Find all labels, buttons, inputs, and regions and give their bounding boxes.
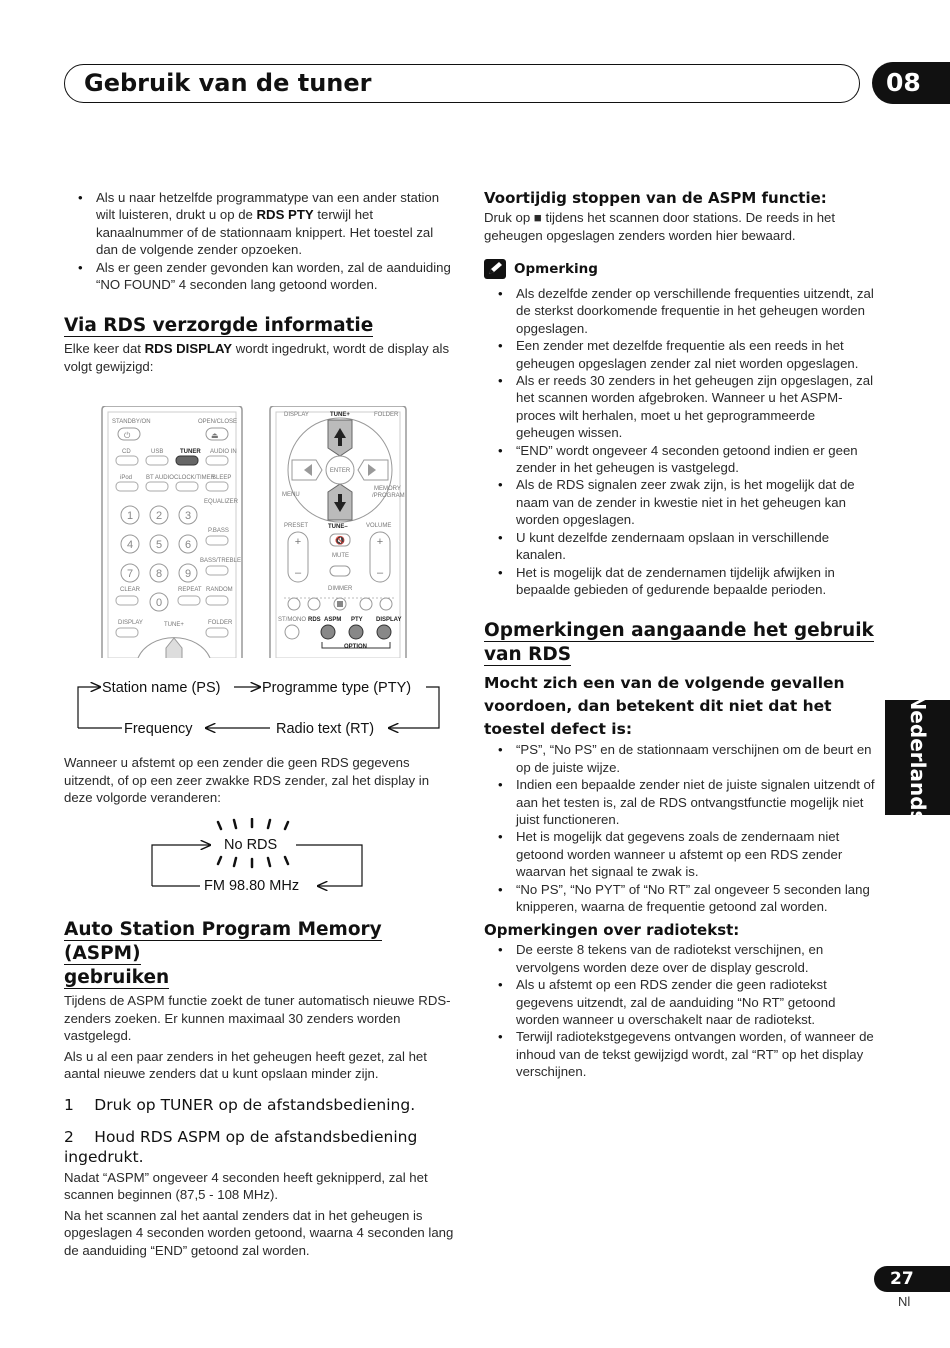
radio-text-label: Radio text (RT) xyxy=(276,721,375,737)
defect-bullet-list xyxy=(484,741,876,915)
aspm-section xyxy=(64,918,456,1259)
forward-button[interactable] xyxy=(380,598,392,610)
label-cd: CD xyxy=(122,449,131,455)
digit-label: 3 xyxy=(184,510,192,522)
label-standby: STANDBY/ON xyxy=(112,419,151,425)
minus-icon: – xyxy=(376,567,384,579)
note-header xyxy=(484,259,876,279)
label-bass-treble: BASS/TREBLE xyxy=(200,558,242,564)
digit-label: 0 xyxy=(155,597,163,609)
plus-icon: + xyxy=(294,536,302,548)
right-column xyxy=(484,188,876,1081)
audio-in-button[interactable] xyxy=(206,456,228,465)
no-rds-section xyxy=(64,754,454,807)
stop-aspm-text: Druk op ■ tijdens het scannen door stations. De reeds in het geheugen opgeslagen zenders worden hier bewaard. xyxy=(484,210,836,243)
label-equalizer: EQUALIZER xyxy=(204,499,239,505)
digit-label: 8 xyxy=(155,568,163,580)
label-menu: MENU xyxy=(282,492,300,498)
label-tuner: TUNER xyxy=(180,449,201,455)
label-aspm: ASPM xyxy=(324,617,342,623)
page-language-code: Nl xyxy=(898,1294,911,1309)
label-dimmer: DIMMER xyxy=(328,586,353,592)
label-program: /PROGRAM xyxy=(372,493,405,499)
list-item: • “PS”, “No PS” en de stationnaam verschijnen om de beurt en op de juiste wijze. xyxy=(484,741,876,776)
rds-info-heading: Via RDS verzorgde informatie xyxy=(64,315,374,337)
label-random: RANDOM xyxy=(206,587,233,593)
radiotext-heading: Opmerkingen over radiotekst: xyxy=(484,921,740,940)
speaker-icon: 🔇 xyxy=(335,536,345,545)
arrow-icon xyxy=(296,845,362,886)
rds-notes-heading: Opmerkingen aangaande het gebruik van RDS xyxy=(484,620,874,666)
step-2-text: Na het scannen zal het aantal zenders dat in het geheugen is opgeslagen 4 seconden worden getoond, waarna 4 seconden lang de aanduiding “END” getoond zal worden. xyxy=(64,1207,454,1258)
list-item: • De eerste 8 tekens van de radiotekst verschijnen, en vervolgens worden deze over de display gescrold. xyxy=(484,941,876,976)
label-display: DISPLAY xyxy=(284,412,309,418)
label-tune-plus: TUNE+ xyxy=(330,412,350,418)
random-button[interactable] xyxy=(206,596,228,605)
aspm-button[interactable] xyxy=(321,625,335,639)
label-preset: PRESET xyxy=(284,523,309,529)
tuner-button[interactable] xyxy=(176,456,198,465)
folder-button[interactable] xyxy=(206,628,228,637)
label-pty: PTY xyxy=(351,617,363,623)
aspm-paragraph: Als u al een paar zenders in het geheugen heeft gezet, zal het aantal nieuwe zenders dat u kunt opslaan minder zijn. xyxy=(64,1048,427,1081)
label-display: DISPLAY xyxy=(118,620,143,626)
eject-icon: ⏏ xyxy=(211,431,219,440)
list-item: • Als er reeds 30 zenders in het geheugen zijn opgeslagen, zal het scannen worden afgebroken. Wanneer u het ASPM-proces wilt herhalen, moet u het geprogrammeerde geheugen wissen. xyxy=(484,372,876,442)
label-p-bass: P.BASS xyxy=(208,528,229,534)
list-item: • “No PS”, “No PYT” of “No RT” zal ongeveer 5 seconden lang knipperen, waarna de frequentie getoond zal worden. xyxy=(484,881,876,916)
list-item: • Als er geen zender gevonden kan worden, zal de aanduiding “NO FOUND” 4 seconden lang getoond worden. xyxy=(64,259,454,294)
label-folder: FOLDER xyxy=(208,620,233,626)
stop-aspm-heading: Voortijdig stoppen van de ASPM functie: xyxy=(484,189,827,207)
pty-button[interactable] xyxy=(349,625,363,639)
cd-button[interactable] xyxy=(116,456,138,465)
label-ipod: iPod xyxy=(120,475,133,481)
ipod-button[interactable] xyxy=(116,482,138,491)
no-rds-text: Wanneer u afstemt op een zender die geen RDS gegevens uitzendt, of op een zeer zwakke RDS zender, zal het display in deze volgorde veranderen: xyxy=(64,755,430,805)
remote-control-illustration xyxy=(98,406,418,658)
play-pause-button[interactable] xyxy=(360,598,372,610)
label-tune-plus: TUNE+ xyxy=(164,622,184,628)
programme-type-label: Programme type (PTY) xyxy=(262,680,412,696)
rewind-button[interactable] xyxy=(288,598,300,610)
label-repeat: REPEAT xyxy=(178,587,202,593)
label-memory: MEMORY xyxy=(374,486,401,492)
step-2: 2 Houd RDS ASPM op de afstandsbediening ingedrukt. xyxy=(64,1127,418,1166)
chapter-number: 08 xyxy=(872,62,950,104)
digit-label: 2 xyxy=(155,510,163,522)
defect-heading: Mocht zich een van de volgende gevallen voordoen, dan betekent dit niet dat het toestel defect is: xyxy=(484,674,845,739)
list-item: • Het is mogelijk dat de zendernamen tijdelijk afwijken in bepaalde gebieden of gedurende bepaalde perioden. xyxy=(484,564,876,599)
label-clock-timer: CLOCK/TIMER xyxy=(174,475,216,481)
label-mute: MUTE xyxy=(332,553,349,559)
list-item: • Als de RDS signalen zeer zwak zijn, is het mogelijk dat de naam van de zender in kwestie niet in het geheugen kan worden opgeslagen. xyxy=(484,476,876,528)
label-open-close: OPEN/CLOSE xyxy=(198,419,238,425)
no-rds-cycle-diagram xyxy=(148,818,368,896)
display-button[interactable] xyxy=(116,628,138,637)
page-title: Gebruik van de tuner xyxy=(84,69,372,97)
st-mono-button[interactable] xyxy=(285,625,299,639)
digit-label: 4 xyxy=(126,539,134,551)
arrow-icon xyxy=(152,845,210,886)
list-item: • Als u afstemt op een RDS zender die geen radiotekst gegevens uitzendt, zal de aanduiding “No RT” getoond worden wanneer u overschakelt naar de radiotekst. xyxy=(484,976,876,1028)
digit-label: 5 xyxy=(155,539,163,551)
arrow-icon xyxy=(78,687,100,728)
repeat-button[interactable] xyxy=(178,596,200,605)
p-bass-button[interactable] xyxy=(206,536,228,545)
page-number: 27 xyxy=(874,1266,950,1292)
label-volume: VOLUME xyxy=(366,523,392,529)
list-item: • Een zender met dezelfde frequentie als een reeds in het geheugen opgeslagen zender zal niet worden opgeslagen. xyxy=(484,337,876,372)
label-option: OPTION xyxy=(344,644,368,650)
label-audio-in: AUDIO IN xyxy=(210,449,237,455)
list-item: • Als dezelfde zender op verschillende frequenties uitzendt, zal de sterkst doorkomende frequentie in het geheugen worden opgeslagen. xyxy=(484,285,876,337)
language-side-tab: Nederlands xyxy=(885,700,950,815)
previous-button[interactable] xyxy=(308,598,320,610)
rds-display-cycle-diagram xyxy=(64,672,454,744)
fm-frequency-label: FM 98.80 MHz xyxy=(204,878,300,894)
power-icon: ⏻ xyxy=(124,431,131,440)
label-st-mono: ST/MONO xyxy=(278,617,306,623)
rds-intro-text: Elke keer dat RDS DISPLAY wordt ingedrukt, wordt de display als volgt gewijzigd: xyxy=(64,341,450,374)
plus-icon: + xyxy=(376,536,384,548)
bt-audio-button[interactable] xyxy=(146,482,168,491)
left-column-top xyxy=(64,189,454,375)
list-item: • Als u naar hetzelfde programmatype van een ander station wilt luisteren, drukt u op de RDS PTY terwijl het kanaalnummer of de stationnaam knippert. Het toestel zal dan de volgende zender opzoeken. xyxy=(64,189,454,259)
list-item: • Terwijl radiotekstgegevens ontvangen worden, of wanneer de inhoud van de tekst gewijzigd wordt, zal “RT” op het display verschijnen. xyxy=(484,1028,876,1080)
note-label: Opmerking xyxy=(514,261,598,277)
aspm-heading: Auto Station Program Memory (ASPM) gebruiken xyxy=(64,919,382,988)
note-bullet-list xyxy=(484,285,876,598)
clock-timer-button[interactable] xyxy=(176,482,198,491)
digit-label: 9 xyxy=(184,568,192,580)
minus-icon: – xyxy=(294,567,302,579)
aspm-paragraph: Tijdens de ASPM functie zoekt de tuner automatisch nieuwe RDS-zenders zoeken. Er kunnen maximaal 30 zenders worden vastgelegd. xyxy=(64,993,451,1043)
remote-left xyxy=(102,406,242,658)
remote-right xyxy=(270,406,406,658)
label-folder: FOLDER xyxy=(374,412,399,418)
label-clear: CLEAR xyxy=(120,587,141,593)
label-rds-display: DISPLAY xyxy=(376,617,402,623)
step-2-text: Nadat “ASPM” ongeveer 4 seconden heeft geknipperd, zal het scannen beginnen (87,5 - 108 MHz). xyxy=(64,1169,428,1202)
list-item: • U kunt dezelfde zendernaam opslaan in verschillende kanalen. xyxy=(484,529,876,564)
radiotext-bullet-list xyxy=(484,941,876,1080)
no-rds-label: No RDS xyxy=(224,837,278,853)
usb-button[interactable] xyxy=(146,456,168,465)
label-sleep: SLEEP xyxy=(212,475,232,481)
dimmer-button[interactable] xyxy=(330,566,350,576)
step-1: 1 Druk op TUNER op de afstandsbediening. xyxy=(64,1095,416,1114)
label-rds: RDS xyxy=(308,617,321,623)
label-bt-audio: BT AUDIO xyxy=(146,475,174,481)
frequency-label: Frequency xyxy=(124,721,193,737)
label-enter: ENTER xyxy=(329,468,351,474)
list-item: • Indien een bepaalde zender niet de juiste signalen uitzendt of aan het testen is, zal de RDS ontvangstfunctie mogelijk niet juist functioneren. xyxy=(484,776,876,828)
stop-icon xyxy=(337,601,343,607)
clear-button[interactable] xyxy=(116,596,138,605)
list-item: • “END” wordt ongeveer 4 seconden getoond indien er geen zender in het geheugen is vastgelegd. xyxy=(484,442,876,477)
rds-display-button[interactable] xyxy=(377,625,391,639)
list-item: • Het is mogelijk dat gegevens zoals de zendernaam niet getoond worden wanneer u afstemt op een RDS zender waarvan het signaal te zwak is. xyxy=(484,828,876,880)
note-pencil-icon xyxy=(484,259,506,279)
intro-bullet-list xyxy=(64,189,454,293)
digit-label: 6 xyxy=(184,539,192,551)
digit-label: 1 xyxy=(126,510,134,522)
sleep-button[interactable] xyxy=(206,482,228,491)
station-name-label: Station name (PS) xyxy=(102,680,221,696)
label-tune-minus: TUNE– xyxy=(328,524,348,530)
bass-treble-button[interactable] xyxy=(206,566,228,575)
digit-label: 7 xyxy=(126,568,134,580)
label-usb: USB xyxy=(151,449,164,455)
